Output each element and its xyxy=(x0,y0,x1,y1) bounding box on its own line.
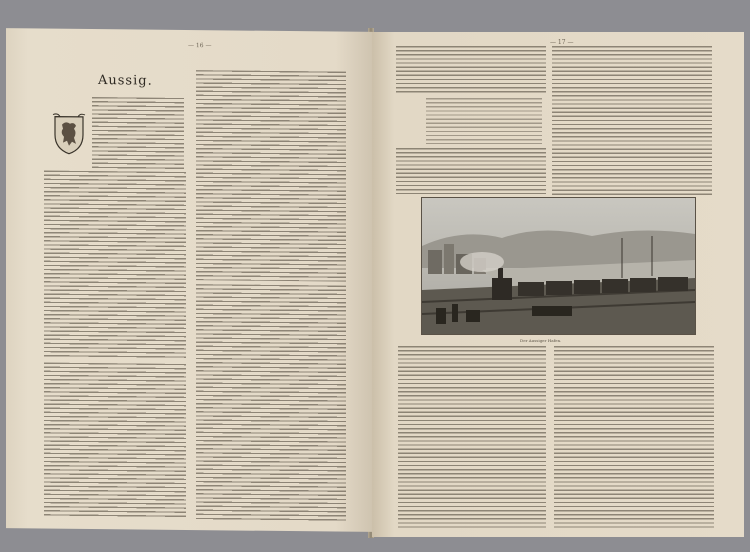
right-top-right-lines xyxy=(552,46,712,196)
article-heading: Aussig. xyxy=(98,73,153,89)
left-column-lines-1 xyxy=(44,170,186,359)
right-bottom-right-lines xyxy=(554,346,714,528)
left-column-lines-2 xyxy=(44,362,186,518)
quote-block-lines xyxy=(426,98,542,144)
photo-caption: Der Aussiger Hafen. xyxy=(520,338,562,343)
right-top-left-lines xyxy=(396,46,546,94)
right-mid-left-lines xyxy=(396,148,546,194)
right-column-lines-1 xyxy=(196,70,346,282)
right-bottom-left-lines xyxy=(398,346,546,528)
left-page-number: — 16 — xyxy=(188,41,212,50)
intro-paragraph-lines xyxy=(92,97,184,170)
right-page-number: — 17 — xyxy=(550,39,574,46)
coat-of-arms-icon xyxy=(52,113,86,155)
left-page xyxy=(6,28,372,532)
harbor-photo xyxy=(421,197,696,335)
right-column-lines-2 xyxy=(196,284,346,522)
